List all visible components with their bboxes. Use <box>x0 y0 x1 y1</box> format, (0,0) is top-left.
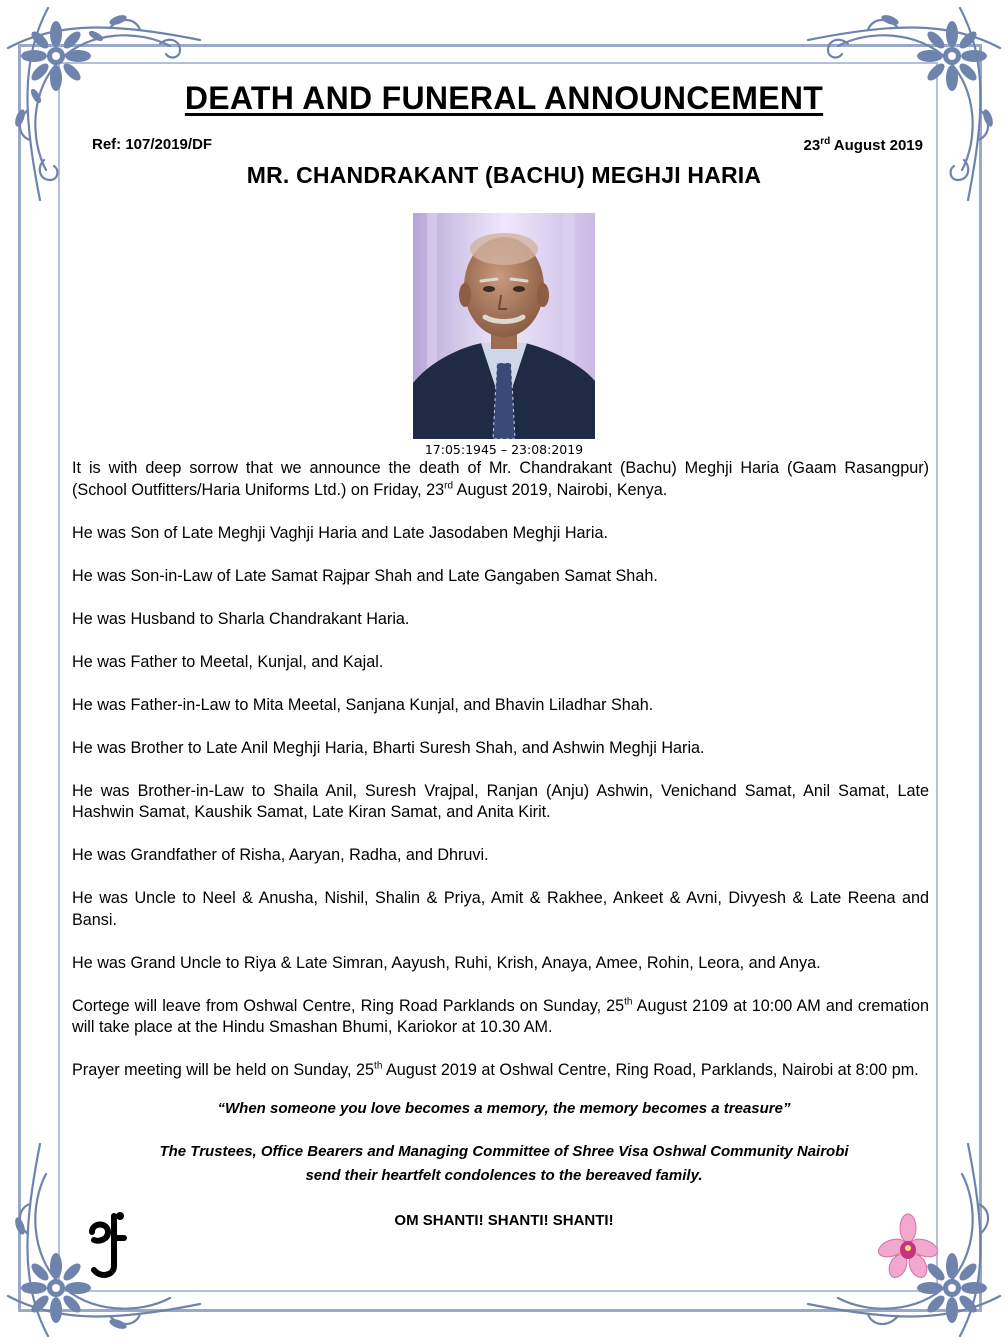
relation-father: He was Father to Meetal, Kunjal, and Kajal. <box>72 652 384 671</box>
ordinal-suffix: th <box>624 996 633 1008</box>
date-suffix: rd <box>820 136 831 147</box>
text-segment: August 2019 at Oshwal Centre, Ring Road, Parklands, Nairobi at 8:00 pm. <box>382 1061 919 1079</box>
floral-corner-icon <box>0 0 240 240</box>
condolence-message <box>0 1140 1008 1188</box>
page-title: DEATH AND FUNERAL ANNOUNCEMENT <box>184 80 824 116</box>
date-day: 23 <box>803 137 821 154</box>
life-dates: 17:05:1945 – 23:08:2019 <box>424 442 584 457</box>
date-rest: August 2019 <box>830 137 923 154</box>
announcement-body <box>72 458 929 1082</box>
condolence-line: send their heartfelt condolences to the bereaved family. <box>305 1167 703 1184</box>
text-segment: August 2109 at 10:00 AM and cremation will take place at the Hindu Smashan Bhumi, Kariokor at 10.30 AM. <box>72 996 929 1036</box>
relation-husband: He was Husband to Sharla Chandrakant Haria. <box>72 609 410 628</box>
memorial-quote: “When someone you love becomes a memory, the memory becomes a treasure” <box>217 1100 791 1117</box>
text-segment: Cortege will leave from Oshwal Centre, Ring Road Parklands on Sunday, 25 <box>72 996 625 1015</box>
floral-corner-icon <box>768 0 1008 240</box>
ordinal-suffix: th <box>374 1060 383 1072</box>
relation-uncle: He was Uncle to Neel & Anusha, Nishil, Shalin & Priya, Amit & Rakhee, Ankeet & Avni, Divyesh & Late Reena and Bansi. <box>72 889 929 929</box>
ordinal-suffix: rd <box>444 480 454 492</box>
orchid-flower-icon <box>878 1212 938 1282</box>
relation-brother: He was Brother to Late Anil Meghji Haria, Bharti Suresh Shah, and Ashwin Meghji Haria. <box>72 738 705 757</box>
relation-grand-uncle: He was Grand Uncle to Riya & Late Simran, Aayush, Ruhi, Krish, Anaya, Amee, Rohin, Leora, and Anya. <box>72 953 821 972</box>
jain-symbol-icon <box>84 1208 130 1282</box>
relation-father-in-law: He was Father-in-Law to Mita Meetal, Sanjana Kunjal, and Bhavin Liladhar Shah. <box>72 695 654 714</box>
om-shanti: OM SHANTI! SHANTI! SHANTI! <box>394 1212 614 1229</box>
relation-son: He was Son of Late Meghji Vaghji Haria and Late Jasodaben Meghji Haria. <box>72 523 609 542</box>
death-paragraph <box>72 458 929 501</box>
cortege-paragraph <box>72 996 929 1039</box>
text-segment: It is with deep sorrow that we announce the death of Mr. Chandrakant (Bachu) Meghji Haria (Gaam Rasangpur) (School Outfitters/Haria Uniforms Ltd.) on Friday, 23 <box>72 459 929 499</box>
reference-number: Ref: 107/2019/DF <box>92 136 213 153</box>
announcement-date <box>804 136 924 154</box>
condolence-line: The Trustees, Office Bearers and Managing Committee of Shree Visa Oshwal Community Nairobi <box>159 1143 849 1160</box>
deceased-name: MR. CHANDRAKANT (BACHU) MEGHJI HARIA <box>246 162 762 188</box>
relation-son-in-law: He was Son-in-Law of Late Samat Rajpar Shah and Late Gangaben Samat Shah. <box>72 566 658 585</box>
relation-brother-in-law: He was Brother-in-Law to Shaila Anil, Suresh Vrajpal, Ranjan (Anju) Ashwin, Venichand Samat, Anil Samat, Late Hashwin Samat, Kaushik Samat, Late Kiran Samat, and Anita Kirit. <box>72 781 929 821</box>
text-segment: August 2019, Nairobi, Kenya. <box>453 480 668 499</box>
portrait-photo <box>413 213 595 439</box>
relation-grandfather: He was Grandfather of Risha, Aaryan, Radha, and Dhruvi. <box>72 846 489 864</box>
text-segment: Prayer meeting will be held on Sunday, 25 <box>72 1061 375 1079</box>
prayer-meeting-paragraph <box>72 1060 929 1082</box>
